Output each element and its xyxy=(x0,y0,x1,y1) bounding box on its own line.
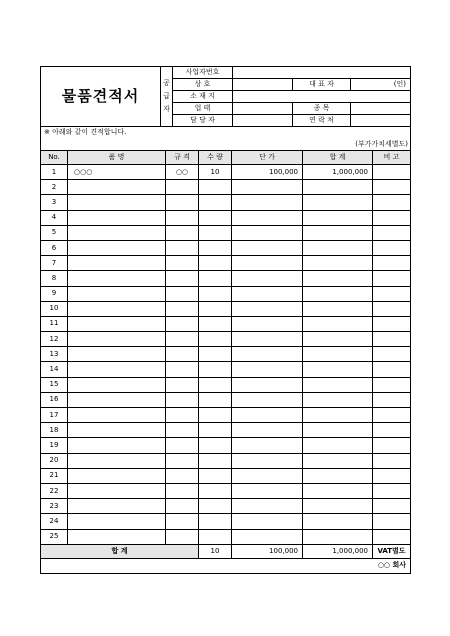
cell-sum[interactable] xyxy=(303,438,373,453)
cell-spec[interactable] xyxy=(166,514,199,529)
cell-price[interactable] xyxy=(232,316,303,331)
cell-qty[interactable]: 10 xyxy=(199,165,232,180)
company-name-value[interactable] xyxy=(233,79,293,91)
cell-qty[interactable] xyxy=(199,408,232,423)
total-memo: VAT별도 xyxy=(373,544,411,558)
cell-name[interactable] xyxy=(68,408,166,423)
col-header-price: 단 가 xyxy=(232,151,303,165)
cell-memo[interactable] xyxy=(373,286,411,301)
cell-name[interactable]: ○○○ xyxy=(68,165,166,180)
cell-spec[interactable] xyxy=(166,316,199,331)
cell-spec[interactable]: ○○ xyxy=(166,165,199,180)
cell-qty[interactable] xyxy=(199,483,232,498)
cell-name[interactable] xyxy=(68,256,166,271)
cell-no: 25 xyxy=(41,529,68,544)
cell-qty[interactable] xyxy=(199,195,232,210)
table-row xyxy=(41,529,411,544)
cell-memo[interactable] xyxy=(373,347,411,362)
cell-qty[interactable] xyxy=(199,468,232,483)
cell-price[interactable] xyxy=(232,514,303,529)
cell-spec[interactable] xyxy=(166,468,199,483)
cell-spec[interactable] xyxy=(166,362,199,377)
seal-mark: (인) xyxy=(351,79,411,91)
cell-no: 2 xyxy=(41,180,68,195)
cell-memo[interactable] xyxy=(373,377,411,392)
table-row xyxy=(41,301,411,316)
cell-name[interactable] xyxy=(68,468,166,483)
cell-no: 15 xyxy=(41,377,68,392)
cell-price[interactable] xyxy=(232,286,303,301)
table-row xyxy=(41,347,411,362)
cell-price[interactable] xyxy=(232,423,303,438)
table-row xyxy=(41,438,411,453)
items-table xyxy=(40,150,411,574)
cell-no: 23 xyxy=(41,499,68,514)
header-table xyxy=(40,66,411,150)
cell-no: 6 xyxy=(41,240,68,255)
cell-spec[interactable] xyxy=(166,271,199,286)
cell-spec[interactable] xyxy=(166,301,199,316)
cell-price[interactable] xyxy=(232,377,303,392)
cell-sum[interactable] xyxy=(303,468,373,483)
table-row xyxy=(41,483,411,498)
col-header-spec: 규 격 xyxy=(166,151,199,165)
cell-name[interactable] xyxy=(68,483,166,498)
table-row xyxy=(41,165,411,180)
cell-qty[interactable] xyxy=(199,180,232,195)
cell-memo[interactable] xyxy=(373,256,411,271)
table-row xyxy=(41,225,411,240)
cell-no: 14 xyxy=(41,362,68,377)
cell-sum[interactable] xyxy=(303,256,373,271)
cell-price[interactable] xyxy=(232,392,303,407)
cell-price[interactable] xyxy=(232,225,303,240)
cell-memo[interactable] xyxy=(373,499,411,514)
cell-memo[interactable] xyxy=(373,438,411,453)
cell-memo[interactable] xyxy=(373,195,411,210)
table-row xyxy=(41,423,411,438)
cell-spec[interactable] xyxy=(166,225,199,240)
contact-value[interactable] xyxy=(351,115,411,127)
cell-spec[interactable] xyxy=(166,332,199,347)
cell-sum[interactable] xyxy=(303,423,373,438)
industry-label: 업 태 xyxy=(173,103,233,115)
cell-sum[interactable] xyxy=(303,453,373,468)
cell-sum[interactable] xyxy=(303,240,373,255)
cell-price[interactable] xyxy=(232,332,303,347)
table-row xyxy=(41,392,411,407)
cell-name[interactable] xyxy=(68,195,166,210)
cell-qty[interactable] xyxy=(199,225,232,240)
cell-spec[interactable] xyxy=(166,483,199,498)
cell-memo[interactable] xyxy=(373,529,411,544)
company-signature: ○○ 회사 xyxy=(41,558,411,573)
cell-no: 10 xyxy=(41,301,68,316)
cell-price[interactable] xyxy=(232,240,303,255)
table-row xyxy=(41,514,411,529)
cell-name[interactable] xyxy=(68,392,166,407)
industry-value[interactable] xyxy=(233,103,293,115)
col-header-name: 품 명 xyxy=(68,151,166,165)
cell-sum[interactable] xyxy=(303,499,373,514)
cell-sum[interactable] xyxy=(303,195,373,210)
cell-name[interactable] xyxy=(68,271,166,286)
cell-price[interactable] xyxy=(232,256,303,271)
cell-price[interactable] xyxy=(232,529,303,544)
cell-memo[interactable] xyxy=(373,240,411,255)
table-row xyxy=(41,195,411,210)
cell-sum[interactable] xyxy=(303,180,373,195)
cell-spec[interactable] xyxy=(166,240,199,255)
cell-name[interactable] xyxy=(68,423,166,438)
cell-qty[interactable] xyxy=(199,423,232,438)
cell-sum[interactable] xyxy=(303,377,373,392)
cell-memo[interactable] xyxy=(373,225,411,240)
manager-value[interactable] xyxy=(233,115,293,127)
total-label: 합 계 xyxy=(41,544,199,558)
cell-spec[interactable] xyxy=(166,180,199,195)
item-type-value[interactable] xyxy=(351,103,411,115)
biz-no-value[interactable] xyxy=(233,67,411,79)
cell-price[interactable] xyxy=(232,438,303,453)
cell-sum[interactable] xyxy=(303,286,373,301)
address-value[interactable] xyxy=(233,91,411,103)
cell-qty[interactable] xyxy=(199,514,232,529)
cell-memo[interactable] xyxy=(373,453,411,468)
cell-name[interactable] xyxy=(68,514,166,529)
cell-price[interactable] xyxy=(232,271,303,286)
table-row xyxy=(41,240,411,255)
table-row xyxy=(41,468,411,483)
cell-spec[interactable] xyxy=(166,392,199,407)
cell-sum[interactable]: 1,000,000 xyxy=(303,165,373,180)
cell-sum[interactable] xyxy=(303,332,373,347)
cell-no: 17 xyxy=(41,408,68,423)
cell-memo[interactable] xyxy=(373,301,411,316)
cell-memo[interactable] xyxy=(373,271,411,286)
cell-spec[interactable] xyxy=(166,377,199,392)
cell-qty[interactable] xyxy=(199,271,232,286)
total-price: 100,000 xyxy=(232,544,303,558)
cell-price[interactable] xyxy=(232,195,303,210)
total-qty: 10 xyxy=(199,544,232,558)
cell-memo[interactable] xyxy=(373,468,411,483)
cell-qty[interactable] xyxy=(199,347,232,362)
cell-memo[interactable] xyxy=(373,362,411,377)
cell-no: 9 xyxy=(41,286,68,301)
table-row xyxy=(41,499,411,514)
table-row xyxy=(41,286,411,301)
cell-name[interactable] xyxy=(68,499,166,514)
cell-price[interactable] xyxy=(232,483,303,498)
cell-memo[interactable] xyxy=(373,332,411,347)
item-type-label: 종 목 xyxy=(293,103,351,115)
cell-name[interactable] xyxy=(68,438,166,453)
cell-spec[interactable] xyxy=(166,256,199,271)
cell-price[interactable] xyxy=(232,468,303,483)
cell-memo[interactable] xyxy=(373,392,411,407)
cell-no: 5 xyxy=(41,225,68,240)
cell-spec[interactable] xyxy=(166,499,199,514)
table-row xyxy=(41,210,411,225)
table-row xyxy=(41,408,411,423)
cell-name[interactable] xyxy=(68,225,166,240)
cell-name[interactable] xyxy=(68,529,166,544)
biz-no-label: 사업자번호 xyxy=(173,67,233,79)
cell-qty[interactable] xyxy=(199,286,232,301)
cell-price[interactable] xyxy=(232,210,303,225)
supplier-side-label: 공 급 자 xyxy=(161,67,173,127)
cell-sum[interactable] xyxy=(303,210,373,225)
cell-spec[interactable] xyxy=(166,408,199,423)
cell-spec[interactable] xyxy=(166,453,199,468)
cell-no: 7 xyxy=(41,256,68,271)
cell-name[interactable] xyxy=(68,347,166,362)
cell-name[interactable] xyxy=(68,453,166,468)
total-row xyxy=(41,544,411,558)
table-row xyxy=(41,362,411,377)
cell-sum[interactable] xyxy=(303,408,373,423)
cell-sum[interactable] xyxy=(303,362,373,377)
table-row xyxy=(41,377,411,392)
cell-qty[interactable] xyxy=(199,256,232,271)
cell-qty[interactable] xyxy=(199,377,232,392)
cell-spec[interactable] xyxy=(166,423,199,438)
cell-no: 1 xyxy=(41,165,68,180)
cell-no: 3 xyxy=(41,195,68,210)
cell-sum[interactable] xyxy=(303,483,373,498)
col-header-no: No. xyxy=(41,151,68,165)
cell-memo[interactable] xyxy=(373,316,411,331)
document-title: 물품견적서 xyxy=(41,67,161,127)
table-row xyxy=(41,271,411,286)
vat-exclusion-note: (부가가치세별도) xyxy=(41,138,411,150)
company-name-label: 상 호 xyxy=(173,79,233,91)
cell-spec[interactable] xyxy=(166,438,199,453)
contact-label: 연 락 처 xyxy=(293,115,351,127)
total-sum: 1,000,000 xyxy=(303,544,373,558)
cell-sum[interactable] xyxy=(303,225,373,240)
estimate-note: ※ 아래와 같이 견적합니다. xyxy=(41,127,411,139)
cell-no: 12 xyxy=(41,332,68,347)
cell-price[interactable]: 100,000 xyxy=(232,165,303,180)
cell-spec[interactable] xyxy=(166,195,199,210)
cell-name[interactable] xyxy=(68,316,166,331)
cell-no: 4 xyxy=(41,210,68,225)
cell-name[interactable] xyxy=(68,362,166,377)
col-header-memo: 비 고 xyxy=(373,151,411,165)
cell-no: 13 xyxy=(41,347,68,362)
cell-qty[interactable] xyxy=(199,392,232,407)
table-row xyxy=(41,453,411,468)
cell-name[interactable] xyxy=(68,286,166,301)
cell-memo[interactable] xyxy=(373,165,411,180)
table-row xyxy=(41,180,411,195)
cell-name[interactable] xyxy=(68,301,166,316)
manager-label: 담 당 자 xyxy=(173,115,233,127)
quotation-sheet xyxy=(40,66,410,574)
cell-memo[interactable] xyxy=(373,180,411,195)
cell-qty[interactable] xyxy=(199,453,232,468)
cell-memo[interactable] xyxy=(373,423,411,438)
cell-spec[interactable] xyxy=(166,529,199,544)
address-label: 소 재 지 xyxy=(173,91,233,103)
cell-qty[interactable] xyxy=(199,529,232,544)
representative-label: 대 표 자 xyxy=(293,79,351,91)
cell-price[interactable] xyxy=(232,301,303,316)
cell-sum[interactable] xyxy=(303,514,373,529)
cell-no: 19 xyxy=(41,438,68,453)
cell-spec[interactable] xyxy=(166,347,199,362)
cell-no: 8 xyxy=(41,271,68,286)
cell-sum[interactable] xyxy=(303,271,373,286)
cell-name[interactable] xyxy=(68,377,166,392)
cell-sum[interactable] xyxy=(303,392,373,407)
cell-sum[interactable] xyxy=(303,347,373,362)
cell-no: 11 xyxy=(41,316,68,331)
cell-memo[interactable] xyxy=(373,483,411,498)
cell-price[interactable] xyxy=(232,499,303,514)
cell-qty[interactable] xyxy=(199,316,232,331)
cell-price[interactable] xyxy=(232,180,303,195)
cell-qty[interactable] xyxy=(199,301,232,316)
cell-memo[interactable] xyxy=(373,408,411,423)
items-header-row xyxy=(41,151,411,165)
cell-name[interactable] xyxy=(68,180,166,195)
cell-name[interactable] xyxy=(68,240,166,255)
cell-no: 16 xyxy=(41,392,68,407)
cell-sum[interactable] xyxy=(303,301,373,316)
cell-no: 20 xyxy=(41,453,68,468)
cell-qty[interactable] xyxy=(199,438,232,453)
cell-qty[interactable] xyxy=(199,362,232,377)
cell-sum[interactable] xyxy=(303,316,373,331)
cell-no: 22 xyxy=(41,483,68,498)
cell-no: 18 xyxy=(41,423,68,438)
cell-name[interactable] xyxy=(68,332,166,347)
cell-memo[interactable] xyxy=(373,210,411,225)
cell-qty[interactable] xyxy=(199,499,232,514)
table-row xyxy=(41,332,411,347)
cell-spec[interactable] xyxy=(166,286,199,301)
col-header-sum: 합 계 xyxy=(303,151,373,165)
cell-name[interactable] xyxy=(68,210,166,225)
cell-spec[interactable] xyxy=(166,210,199,225)
table-row xyxy=(41,316,411,331)
cell-qty[interactable] xyxy=(199,240,232,255)
cell-price[interactable] xyxy=(232,408,303,423)
cell-price[interactable] xyxy=(232,347,303,362)
col-header-qty: 수 량 xyxy=(199,151,232,165)
cell-no: 24 xyxy=(41,514,68,529)
cell-price[interactable] xyxy=(232,362,303,377)
cell-qty[interactable] xyxy=(199,332,232,347)
cell-sum[interactable] xyxy=(303,529,373,544)
cell-no: 21 xyxy=(41,468,68,483)
table-row xyxy=(41,256,411,271)
cell-price[interactable] xyxy=(232,453,303,468)
cell-qty[interactable] xyxy=(199,210,232,225)
cell-memo[interactable] xyxy=(373,514,411,529)
